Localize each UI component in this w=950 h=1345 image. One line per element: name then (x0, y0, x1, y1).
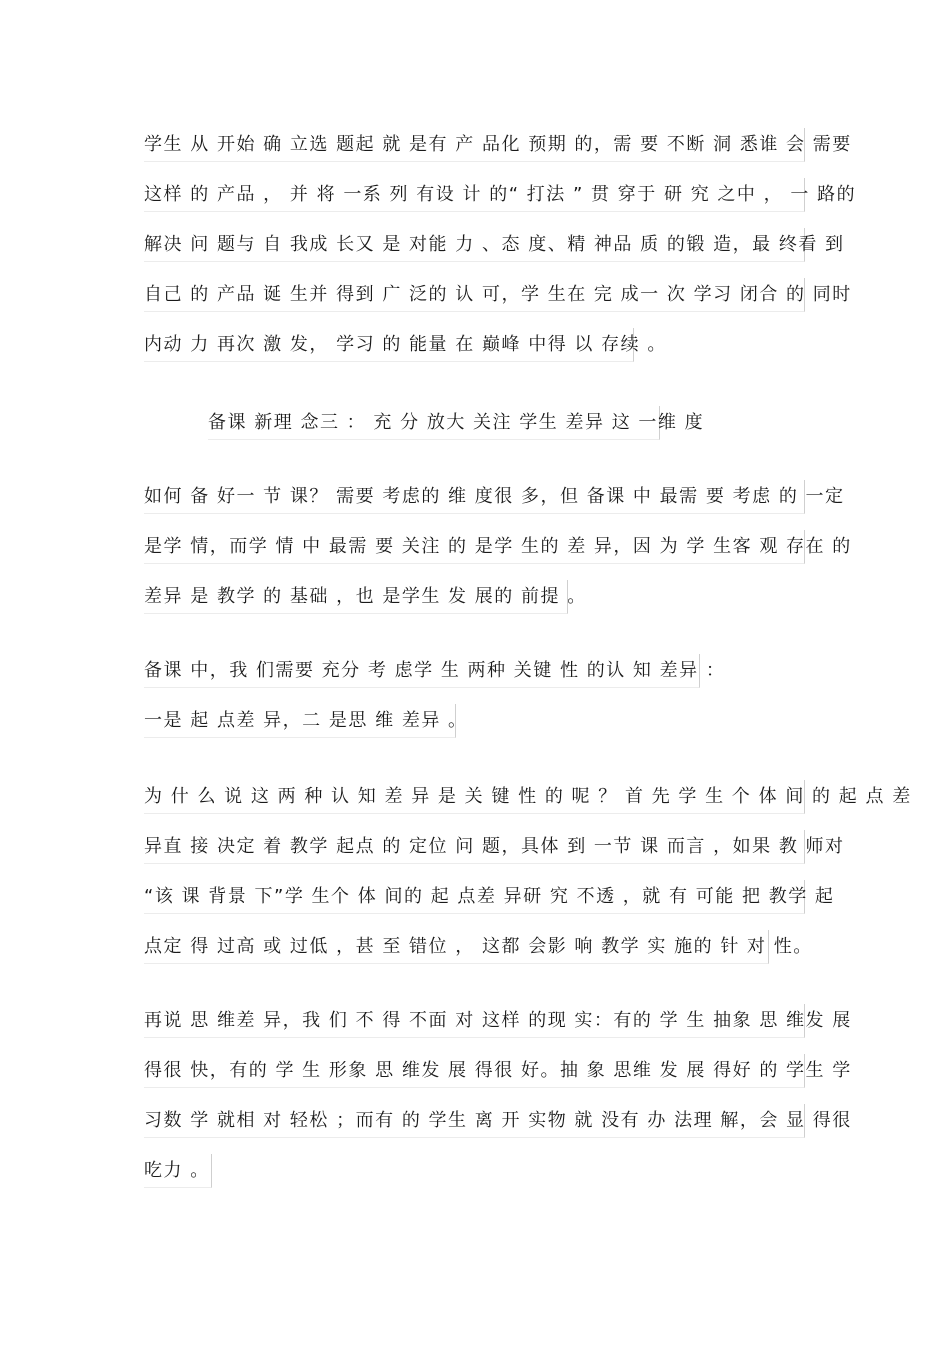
paragraph-1-line-1: 学生 从 开始 确 立选 题起 就 是有 产 品化 预期 的，需 要 不断 洞 悉谁 会 需要 (144, 128, 805, 162)
paragraph-1-line-5: 内动 力 再次 激 发， 学习 的 能量 在 巅峰 中得 以 存续 。 (144, 328, 634, 362)
paragraph-5-line-1: 再说 思 维差 异，我 们 不 得 不面 对 这样 的现 实：有的 学 生 抽象 思 维发 展 (144, 1004, 805, 1038)
paragraph-4-line-2: 异直 接 决定 着 教学 起点 的 定位 问 题，具体 到 一节 课 而言 ，如果 教 师对 (144, 830, 805, 864)
paragraph-5-line-4: 吃力 。 (144, 1154, 212, 1188)
paragraph-4-line-4: 点定 得 过高 或 过低 ，甚 至 错位 ， 这都 会影 响 教学 实 施的 针 对 性。 (144, 930, 769, 964)
paragraph-3-line-2: 一是 起 点差 异，二 是思 维 差异 。 (144, 704, 456, 738)
paragraph-4-line-1: 为 什 么 说 这 两 种 认 知 差 异 是 关 键 性 的 呢 ？ 首 先 学 生 个 体 间 的 起 点 差 (144, 780, 805, 814)
paragraph-5-line-3: 习数 学 就相 对 轻松 ；而有 的 学生 离 开 实物 就 没有 办 法理 解，会 显 得很 (144, 1104, 805, 1138)
paragraph-5-line-2: 得很 快，有的 学 生 形象 思 维发 展 得很 好。抽 象 思维 发 展 得好 的 学生 学 (144, 1054, 805, 1088)
paragraph-2-line-3: 差异 是 教学 的 基础 ，也 是学生 发 展的 前提 。 (144, 580, 568, 614)
paragraph-2-line-1: 如何 备 好一 节 课？ 需要 考虑的 维 度很 多，但 备课 中 最需 要 考虑 的 一定 (144, 480, 805, 514)
paragraph-3-line-1: 备课 中，我 们需要 充分 考 虑学 生 两种 关键 性 的认 知 差异 ： (144, 654, 700, 688)
paragraph-1-line-4: 自己 的 产品 诞 生并 得到 广 泛的 认 可，学 生在 完 成一 次 学习 闭合 的 同时 (144, 278, 805, 312)
section-heading: 备课 新理 念三 ： 充 分 放大 关注 学生 差异 这 一维 度 (208, 406, 660, 440)
paragraph-1-line-3: 解决 问 题与 自 我成 长又 是 对能 力 、态 度、精 神品 质 的锻 造，最 终看 到 (144, 228, 805, 262)
paragraph-1-line-2: 这样 的 产品 ， 并 将 一系 列 有设 计 的“ 打法 ” 贯 穿于 研 究 之中 ， 一 路的 (144, 178, 805, 212)
paragraph-2-line-2: 是学 情，而学 情 中 最需 要 关注 的 是学 生的 差 异，因 为 学 生客 观 存在 的 (144, 530, 805, 564)
paragraph-4-line-3: “该 课 背景 下”学 生个 体 间的 起 点差 异研 究 不透 ，就 有 可能 把 教学 起 (144, 880, 805, 914)
